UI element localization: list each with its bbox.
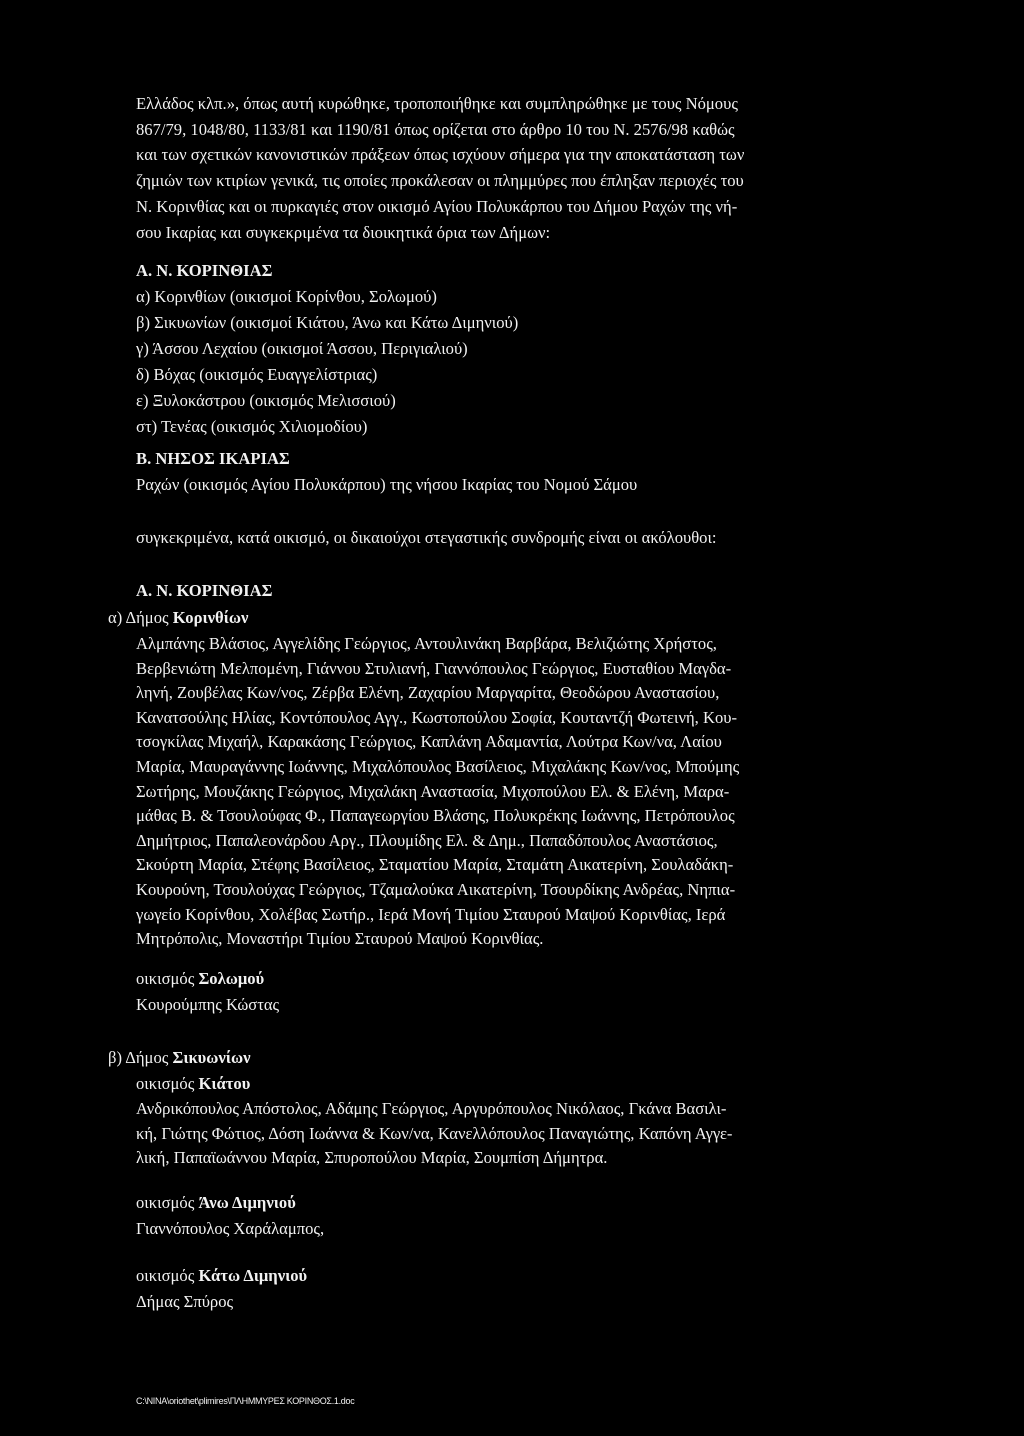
- settlement-name: Κιάτου: [198, 1074, 251, 1093]
- names-line: τσογκίλας Μιχαήλ, Καρακάσης Γεώργιος, Καπλάνη Αδαμαντία, Λούτρα Κων/να, Λαίου: [136, 732, 722, 752]
- area-item: α) Κορινθίων (οικισμοί Κορίνθου, Σολωμού): [136, 287, 437, 306]
- settlement-name: Κάτω Διμηνιού: [198, 1266, 308, 1285]
- names-line: Μαρία, Μαυραγάννης Ιωάννης, Μιχαλόπουλος Βασίλειος, Μιχαλάκης Κων/νος, Μπούμης: [136, 756, 740, 776]
- area-item: δ) Βόχας (οικισμός Ευαγγελίστριας): [136, 365, 378, 384]
- settlement-ano-diminiou: [136, 1190, 916, 1242]
- intro-paragraph: [136, 91, 906, 245]
- settlement-prefix: οικισμός: [136, 1193, 199, 1212]
- municipality-name: Σικυωνίων: [172, 1048, 251, 1067]
- area-item: ε) Ξυλοκάστρου (οικισμός Μελισσιού): [136, 391, 396, 410]
- names-line: γωγείο Κορίνθου, Χολέβας Σωτήρ., Ιερά Μονή Τιμίου Σταυρού Μαψού Κορινθίας, Ιερά: [136, 904, 726, 924]
- settlement-name: Σολωμού: [198, 969, 265, 988]
- section-title: Α. Ν. ΚΟΡΙΝΘΙΑΣ: [136, 581, 273, 600]
- intro-line: και των σχετικών κανονιστικών πράξεων όπως ισχύουν σήμερα για την αποκατάσταση των: [136, 145, 745, 165]
- names-line: ληνή, Ζουβέλας Κων/νος, Ζέρβα Ελένη, Ζαχαρίου Μαργαρίτα, Θεοδώρου Αναστασίου,: [136, 683, 720, 703]
- section-title: Α. Ν. ΚΟΡΙΝΘΙΑΣ: [136, 261, 273, 280]
- names-line: μάθας Β. & Τσουλούφας Φ., Παπαγεωργίου Βλάσης, Πολυκρέκης Ιωάννης, Πετρόπουλος: [136, 806, 735, 826]
- settlement-kiatou: [136, 1071, 916, 1097]
- names-line: Αλμπάνης Βλάσιος, Αγγελίδης Γεώργιος, Αντουλινάκη Βαρβάρα, Βελιζιώτης Χρήστος,: [136, 634, 717, 653]
- municipality-prefix: α) Δήμος: [108, 608, 173, 627]
- names-line: Σωτήρης, Μουζάκης Γεώργιος, Μιχαλάκη Αναστασία, Μιχοπούλου Ελ. & Ελένη, Μαρα-: [136, 781, 730, 801]
- names-line: Σκούρτη Μαρία, Στέφης Βασίλειος, Σταματίου Μαρία, Σταμάτη Αικατερίνη, Σουλαδάκη-: [136, 855, 734, 875]
- names-line: κή, Γιώτης Φώτιος, Δόση Ιωάννα & Κων/να, Κανελλόπουλος Παναγιώτης, Καπόνη Αγγε-: [136, 1123, 733, 1143]
- areas-korinthia: [136, 258, 916, 440]
- names-line: Ανδρικόπουλος Απόστολος, Αδάμης Γεώργιος, Αργυρόπουλος Νικόλαος, Γκάνα Βασιλι-: [136, 1099, 727, 1118]
- settlement-heading: [136, 1263, 916, 1289]
- intro-line: ζημιών των κτιρίων γενικά, τις οποίες προκάλεσαν οι πλημμύρες που έπληξαν περιοχές του: [136, 171, 744, 191]
- beneficiaries-intro-text: συγκεκριμένα, κατά οικισμό, οι δικαιούχοι στεγαστικής συνδρομής είναι οι ακόλουθοι:: [136, 528, 717, 547]
- names-line: λική, Παπαϊωάννου Μαρία, Σπυροπούλου Μαρία, Σουμπίση Δήμητρα.: [136, 1148, 608, 1168]
- names-line: Κανατσούλης Ηλίας, Κοντόπουλος Αγγ., Κωστοπούλου Σοφία, Κουταντζή Φωτεινή, Κου-: [136, 707, 737, 727]
- settlement-heading: [136, 966, 916, 992]
- intro-line: σου Ικαρίας και συγκεκριμένα τα διοικητικά όρια των Δήμων:: [136, 222, 551, 242]
- settlement-heading: [136, 1190, 916, 1216]
- names-line: Μητρόπολις, Μοναστήρι Τιμίου Σταυρού Μαψού Κορινθίας.: [136, 929, 544, 949]
- intro-line: Ν. Κορινθίας και οι πυρκαγιές στον οικισμό Αγίου Πολυκάρπου του Δήμου Ραχών της νή-: [136, 196, 738, 216]
- settlement-prefix: οικισμός: [136, 1074, 199, 1093]
- names-line: Δημήτριος, Παπαλεονάρδου Αργ., Πλουμίδης Ελ. & Δημ., Παπαδόπουλος Αναστάσιος,: [136, 830, 718, 850]
- area-item: γ) Άσσου Λεχαίου (οικισμοί Άσσου, Περιγιαλιού): [136, 339, 468, 358]
- intro-line: Ελλάδος κλπ.», όπως αυτή κυρώθηκε, τροποποιήθηκε και συμπληρώθηκε με τους Νόμους: [136, 94, 738, 113]
- settlement-name: Άνω Διμηνιού: [198, 1193, 296, 1212]
- settlement-heading: [136, 1071, 916, 1097]
- settlement-prefix: οικισμός: [136, 969, 199, 988]
- beneficiaries-intro: [136, 525, 916, 551]
- municipality-sikyonion: [108, 1045, 888, 1071]
- settlement-names: Γιαννόπουλος Χαράλαμπος,: [136, 1219, 325, 1238]
- beneficiary-names-korinthos: [136, 632, 906, 952]
- municipality-heading: [108, 605, 888, 631]
- section-title: Β. ΝΗΣΟΣ ΙΚΑΡΙΑΣ: [136, 449, 290, 468]
- names-line: Κουρούνη, Τσουλούχας Γεώργιος, Τζαμαλούκα Αικατερίνη, Τσουρδίκης Ανδρέας, Νηπια-: [136, 879, 736, 899]
- municipality-heading: [108, 1045, 888, 1071]
- settlement-names: Δήμας Σπύρος: [136, 1292, 234, 1311]
- area-item: στ) Τενέας (οικισμός Χιλιομοδίου): [136, 417, 368, 436]
- settlement-kato-diminiou: [136, 1263, 916, 1315]
- file-path-footer: C:\NINA\oriothet\plimires\ΠΛΗΜΜΥΡΕΣ ΚΟΡΙΝΘΟΣ.1.doc: [136, 1396, 355, 1406]
- settlement-solomou: [136, 966, 916, 1018]
- municipality-korinthion: [108, 605, 888, 631]
- beneficiary-names-kiato: [136, 1097, 906, 1171]
- settlement-names: Κουρούμπης Κώστας: [136, 995, 280, 1014]
- municipality-name: Κορινθίων: [172, 608, 249, 627]
- area-item: Ραχών (οικισμός Αγίου Πολυκάρπου) της νήσου Ικαρίας του Νομού Σάμου: [136, 475, 638, 494]
- areas-ikaria: [136, 446, 916, 498]
- settlement-prefix: οικισμός: [136, 1266, 199, 1285]
- beneficiaries-korinthia: [136, 578, 916, 604]
- area-item: β) Σικυωνίων (οικισμοί Κιάτου, Άνω και Κάτω Διμηνιού): [136, 313, 519, 332]
- names-line: Βερβενιώτη Μελπομένη, Γιάννου Στυλιανή, Γιαννόπουλος Γεώργιος, Ευσταθίου Μαγδα-: [136, 658, 732, 678]
- intro-line: 867/79, 1048/80, 1133/81 και 1190/81 όπως ορίζεται στο άρθρο 10 του Ν. 2576/98 καθώς: [136, 119, 735, 139]
- municipality-prefix: β) Δήμος: [108, 1048, 173, 1067]
